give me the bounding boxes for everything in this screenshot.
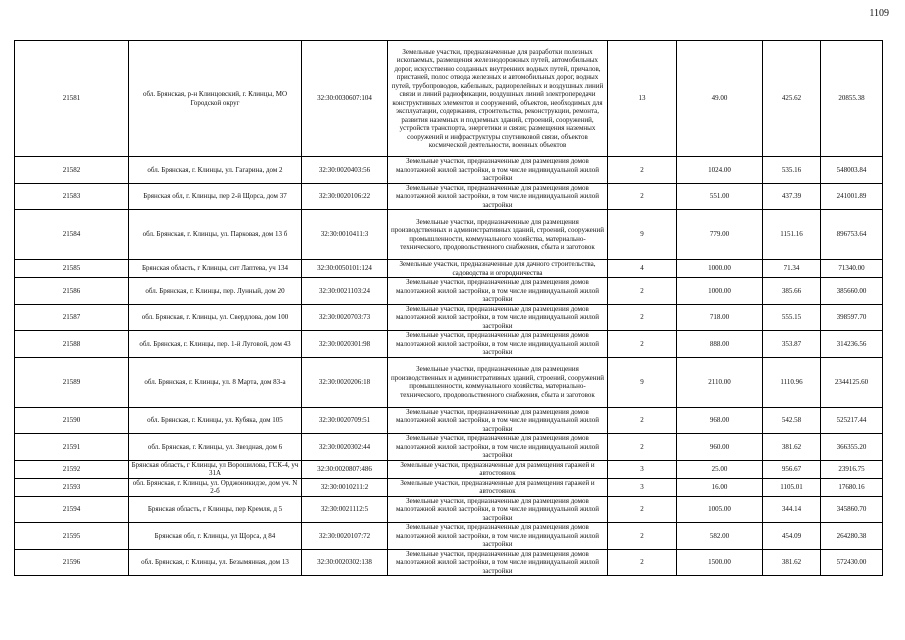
- row-number-cell: 21583: [15, 183, 129, 210]
- specific-value-cell: 353.87: [763, 331, 821, 358]
- land-use-cell: Земельные участки, предназначенные для размещения домов малоэтажной жилой застройки, в том числе индивидуальной жилой застройки: [388, 434, 608, 461]
- zone-cell: 2: [608, 523, 677, 550]
- row-number-cell: 21593: [15, 478, 129, 496]
- row-number-cell: 21592: [15, 460, 129, 478]
- address-cell: обл. Брянская, г. Клинцы, пер. Лунный, дом 20: [129, 278, 302, 305]
- specific-value-cell: 454.09: [763, 523, 821, 550]
- row-number-cell: 21581: [15, 41, 129, 157]
- area-cell: 1000.00: [677, 278, 763, 305]
- address-cell: Брянская область, г Клинцы, снт Лаптева, уч 134: [129, 260, 302, 278]
- cadastral-value-cell: 264280.38: [821, 523, 883, 550]
- land-use-cell: Земельные участки, предназначенные для размещения домов малоэтажной жилой застройки, в том числе индивидуальной жилой застройки: [388, 278, 608, 305]
- area-cell: 718.00: [677, 304, 763, 331]
- cadastral-value-cell: 385660.00: [821, 278, 883, 305]
- address-cell: Брянская обл, г. Клинцы, пер 2-й Щорса, дом 37: [129, 183, 302, 210]
- address-cell: Брянская область, г Клинцы, ул Ворошилова, ГСК-4, уч 31А: [129, 460, 302, 478]
- area-cell: 968.00: [677, 407, 763, 434]
- land-use-cell: Земельные участки, предназначенные для размещения домов малоэтажной жилой застройки, в том числе индивидуальной жилой застройки: [388, 157, 608, 184]
- cadastral-value-cell: 398597.70: [821, 304, 883, 331]
- row-number-cell: 21585: [15, 260, 129, 278]
- cadastral-number-cell: 32:30:0020709:51: [302, 407, 388, 434]
- row-number-cell: 21591: [15, 434, 129, 461]
- area-cell: 25.00: [677, 460, 763, 478]
- area-cell: 888.00: [677, 331, 763, 358]
- cadastral-value-cell: 23916.75: [821, 460, 883, 478]
- table-row: [15, 496, 883, 523]
- address-cell: обл. Брянская, г. Клинцы, ул. 8 Марта, дом 83-а: [129, 357, 302, 407]
- address-cell: обл. Брянская, г. Клинцы, ул. Свердлова, дом 100: [129, 304, 302, 331]
- address-cell: обл. Брянская, г. Клинцы, ул. Орджоникидзе, дом уч. N 2-б: [129, 478, 302, 496]
- row-number-cell: 21588: [15, 331, 129, 358]
- table-row: [15, 41, 883, 157]
- zone-cell: 2: [608, 157, 677, 184]
- row-number-cell: 21582: [15, 157, 129, 184]
- table-row: [15, 157, 883, 184]
- specific-value-cell: 956.67: [763, 460, 821, 478]
- address-cell: обл. Брянская, г. Клинцы, пер. 1-й Луговой, дом 43: [129, 331, 302, 358]
- land-use-cell: Земельные участки, предназначенные для размещения домов малоэтажной жилой застройки, в том числе индивидуальной жилой застройки: [388, 183, 608, 210]
- cadastral-number-cell: 32:30:0021112:5: [302, 496, 388, 523]
- zone-cell: 2: [608, 549, 677, 576]
- cadastral-number-cell: 32:30:0021103:24: [302, 278, 388, 305]
- zone-cell: 2: [608, 304, 677, 331]
- specific-value-cell: 1105.01: [763, 478, 821, 496]
- land-use-cell: Земельные участки, предназначенные для дачного строительства, садоводства и огородничества: [388, 260, 608, 278]
- cadastral-value-cell: 548003.84: [821, 157, 883, 184]
- zone-cell: 2: [608, 278, 677, 305]
- row-number-cell: 21596: [15, 549, 129, 576]
- specific-value-cell: 71.34: [763, 260, 821, 278]
- cadastral-number-cell: 32:30:0020703:73: [302, 304, 388, 331]
- area-cell: 779.00: [677, 210, 763, 260]
- land-use-cell: Земельные участки, предназначенные для разработки полезных ископаемых, размещения железнодорожных путей, автомобильных дорог, искусственно созданных внутренних водных путей, причалов, пристаней, полос отвода железных и автомобильных дорог, водных путей, трубопроводов, кабельных, радиорелейных и воздушных линий связи и линий радиофикации, воздушных линий электропередачи конструктивных элементов и сооружений, объектов, необходимых для эксплуатации, содержания, строительства, реконструкции, ремонта, развития наземных и подземных зданий, строений, сооружений, устройств транспорта, энергетики и связи; размещения наземных сооружений и инфраструктуры спутниковой связи, объектов космической деятельности, военных объектов: [388, 41, 608, 157]
- area-cell: 551.00: [677, 183, 763, 210]
- specific-value-cell: 542.58: [763, 407, 821, 434]
- table-row: [15, 183, 883, 210]
- land-use-cell: Земельные участки, предназначенные для размещения гаражей и автостоянок: [388, 478, 608, 496]
- area-cell: 1024.00: [677, 157, 763, 184]
- specific-value-cell: 1151.16: [763, 210, 821, 260]
- address-cell: обл. Брянская, р-н Клинцовский, г. Клинцы, МО Городской округ: [129, 41, 302, 157]
- cadastral-value-cell: 366355.20: [821, 434, 883, 461]
- zone-cell: 13: [608, 41, 677, 157]
- zone-cell: 2: [608, 331, 677, 358]
- table-row: [15, 407, 883, 434]
- cadastral-value-cell: 314236.56: [821, 331, 883, 358]
- address-cell: обл. Брянская, г. Клинцы, ул. Парковая, дом 13 б: [129, 210, 302, 260]
- cadastral-value-cell: 896753.64: [821, 210, 883, 260]
- specific-value-cell: 381.62: [763, 549, 821, 576]
- land-use-cell: Земельные участки, предназначенные для размещения домов малоэтажной жилой застройки, в том числе индивидуальной жилой застройки: [388, 304, 608, 331]
- area-cell: 960.00: [677, 434, 763, 461]
- specific-value-cell: 1110.96: [763, 357, 821, 407]
- land-use-cell: Земельные участки, предназначенные для размещения производственных и административных зданий, строений, сооружений промышленности, коммунального хозяйства, материально-технического, продовольственного снабжения, сбыта и заготовок: [388, 357, 608, 407]
- area-cell: 1500.00: [677, 549, 763, 576]
- land-use-cell: Земельные участки, предназначенные для размещения домов малоэтажной жилой застройки, в том числе индивидуальной жилой застройки: [388, 407, 608, 434]
- cadastral-number-cell: 32:30:0010211:2: [302, 478, 388, 496]
- table-row: [15, 357, 883, 407]
- specific-value-cell: 437.39: [763, 183, 821, 210]
- row-number-cell: 21595: [15, 523, 129, 550]
- land-registry-table: [14, 40, 883, 576]
- zone-cell: 2: [608, 434, 677, 461]
- specific-value-cell: 385.66: [763, 278, 821, 305]
- area-cell: 2110.00: [677, 357, 763, 407]
- row-number-cell: 21584: [15, 210, 129, 260]
- cadastral-number-cell: 32:30:0050101:124: [302, 260, 388, 278]
- table-row: [15, 549, 883, 576]
- address-cell: Брянская обл, г. Клинцы, ул Щорса, д 84: [129, 523, 302, 550]
- row-number-cell: 21594: [15, 496, 129, 523]
- cadastral-number-cell: 32:30:0020302:44: [302, 434, 388, 461]
- land-use-cell: Земельные участки, предназначенные для размещения домов малоэтажной жилой застройки, в том числе индивидуальной жилой застройки: [388, 523, 608, 550]
- zone-cell: 2: [608, 496, 677, 523]
- cadastral-number-cell: 32:30:0020302:138: [302, 549, 388, 576]
- zone-cell: 4: [608, 260, 677, 278]
- land-use-cell: Земельные участки, предназначенные для размещения домов малоэтажной жилой застройки, в том числе индивидуальной жилой застройки: [388, 331, 608, 358]
- cadastral-number-cell: 32:30:0020807:486: [302, 460, 388, 478]
- table-row: [15, 523, 883, 550]
- area-cell: 582.00: [677, 523, 763, 550]
- table-row: [15, 210, 883, 260]
- area-cell: 1005.00: [677, 496, 763, 523]
- table-row: [15, 260, 883, 278]
- address-cell: обл. Брянская, г. Клинцы, ул. Безымянная, дом 13: [129, 549, 302, 576]
- cadastral-number-cell: 32:30:0020403:56: [302, 157, 388, 184]
- table-row: [15, 278, 883, 305]
- specific-value-cell: 381.62: [763, 434, 821, 461]
- specific-value-cell: 535.16: [763, 157, 821, 184]
- specific-value-cell: 555.15: [763, 304, 821, 331]
- zone-cell: 2: [608, 183, 677, 210]
- zone-cell: 9: [608, 357, 677, 407]
- cadastral-value-cell: 572430.00: [821, 549, 883, 576]
- land-use-cell: Земельные участки, предназначенные для размещения производственных и административных зданий, строений, сооружений промышленности, коммунального хозяйства, материально-технического, продовольственного снабжения, сбыта и заготовок: [388, 210, 608, 260]
- table-row: [15, 478, 883, 496]
- address-cell: обл. Брянская, г. Клинцы, ул. Гагарина, дом 2: [129, 157, 302, 184]
- cadastral-value-cell: 345860.70: [821, 496, 883, 523]
- row-number-cell: 21590: [15, 407, 129, 434]
- cadastral-value-cell: 2344125.60: [821, 357, 883, 407]
- row-number-cell: 21586: [15, 278, 129, 305]
- cadastral-value-cell: 17680.16: [821, 478, 883, 496]
- cadastral-number-cell: 32:30:0020106:22: [302, 183, 388, 210]
- page-number: 1109: [869, 8, 889, 19]
- land-use-cell: Земельные участки, предназначенные для размещения домов малоэтажной жилой застройки, в том числе индивидуальной жилой застройки: [388, 496, 608, 523]
- land-use-cell: Земельные участки, предназначенные для размещения гаражей и автостоянок: [388, 460, 608, 478]
- specific-value-cell: 425.62: [763, 41, 821, 157]
- cadastral-value-cell: 20855.38: [821, 41, 883, 157]
- cadastral-number-cell: 32:30:0010411:3: [302, 210, 388, 260]
- zone-cell: 3: [608, 460, 677, 478]
- cadastral-number-cell: 32:30:0020107:72: [302, 523, 388, 550]
- address-cell: обл. Брянская, г. Клинцы, ул. Звездная, дом 6: [129, 434, 302, 461]
- cadastral-number-cell: 32:30:0020206:18: [302, 357, 388, 407]
- cadastral-value-cell: 241001.89: [821, 183, 883, 210]
- table-row: [15, 304, 883, 331]
- cadastral-number-cell: 32:30:0020301:98: [302, 331, 388, 358]
- specific-value-cell: 344.14: [763, 496, 821, 523]
- area-cell: 49.00: [677, 41, 763, 157]
- row-number-cell: 21589: [15, 357, 129, 407]
- table-row: [15, 434, 883, 461]
- zone-cell: 3: [608, 478, 677, 496]
- cadastral-number-cell: 32:30:0030607:104: [302, 41, 388, 157]
- zone-cell: 9: [608, 210, 677, 260]
- table-row: [15, 460, 883, 478]
- land-use-cell: Земельные участки, предназначенные для размещения домов малоэтажной жилой застройки, в том числе индивидуальной жилой застройки: [388, 549, 608, 576]
- address-cell: обл. Брянская, г. Клинцы, ул. Кубяка, дом 105: [129, 407, 302, 434]
- cadastral-value-cell: 525217.44: [821, 407, 883, 434]
- row-number-cell: 21587: [15, 304, 129, 331]
- address-cell: Брянская область, г Клинцы, пер Кремля, д 5: [129, 496, 302, 523]
- cadastral-value-cell: 71340.00: [821, 260, 883, 278]
- area-cell: 1000.00: [677, 260, 763, 278]
- area-cell: 16.00: [677, 478, 763, 496]
- table-row: [15, 331, 883, 358]
- zone-cell: 2: [608, 407, 677, 434]
